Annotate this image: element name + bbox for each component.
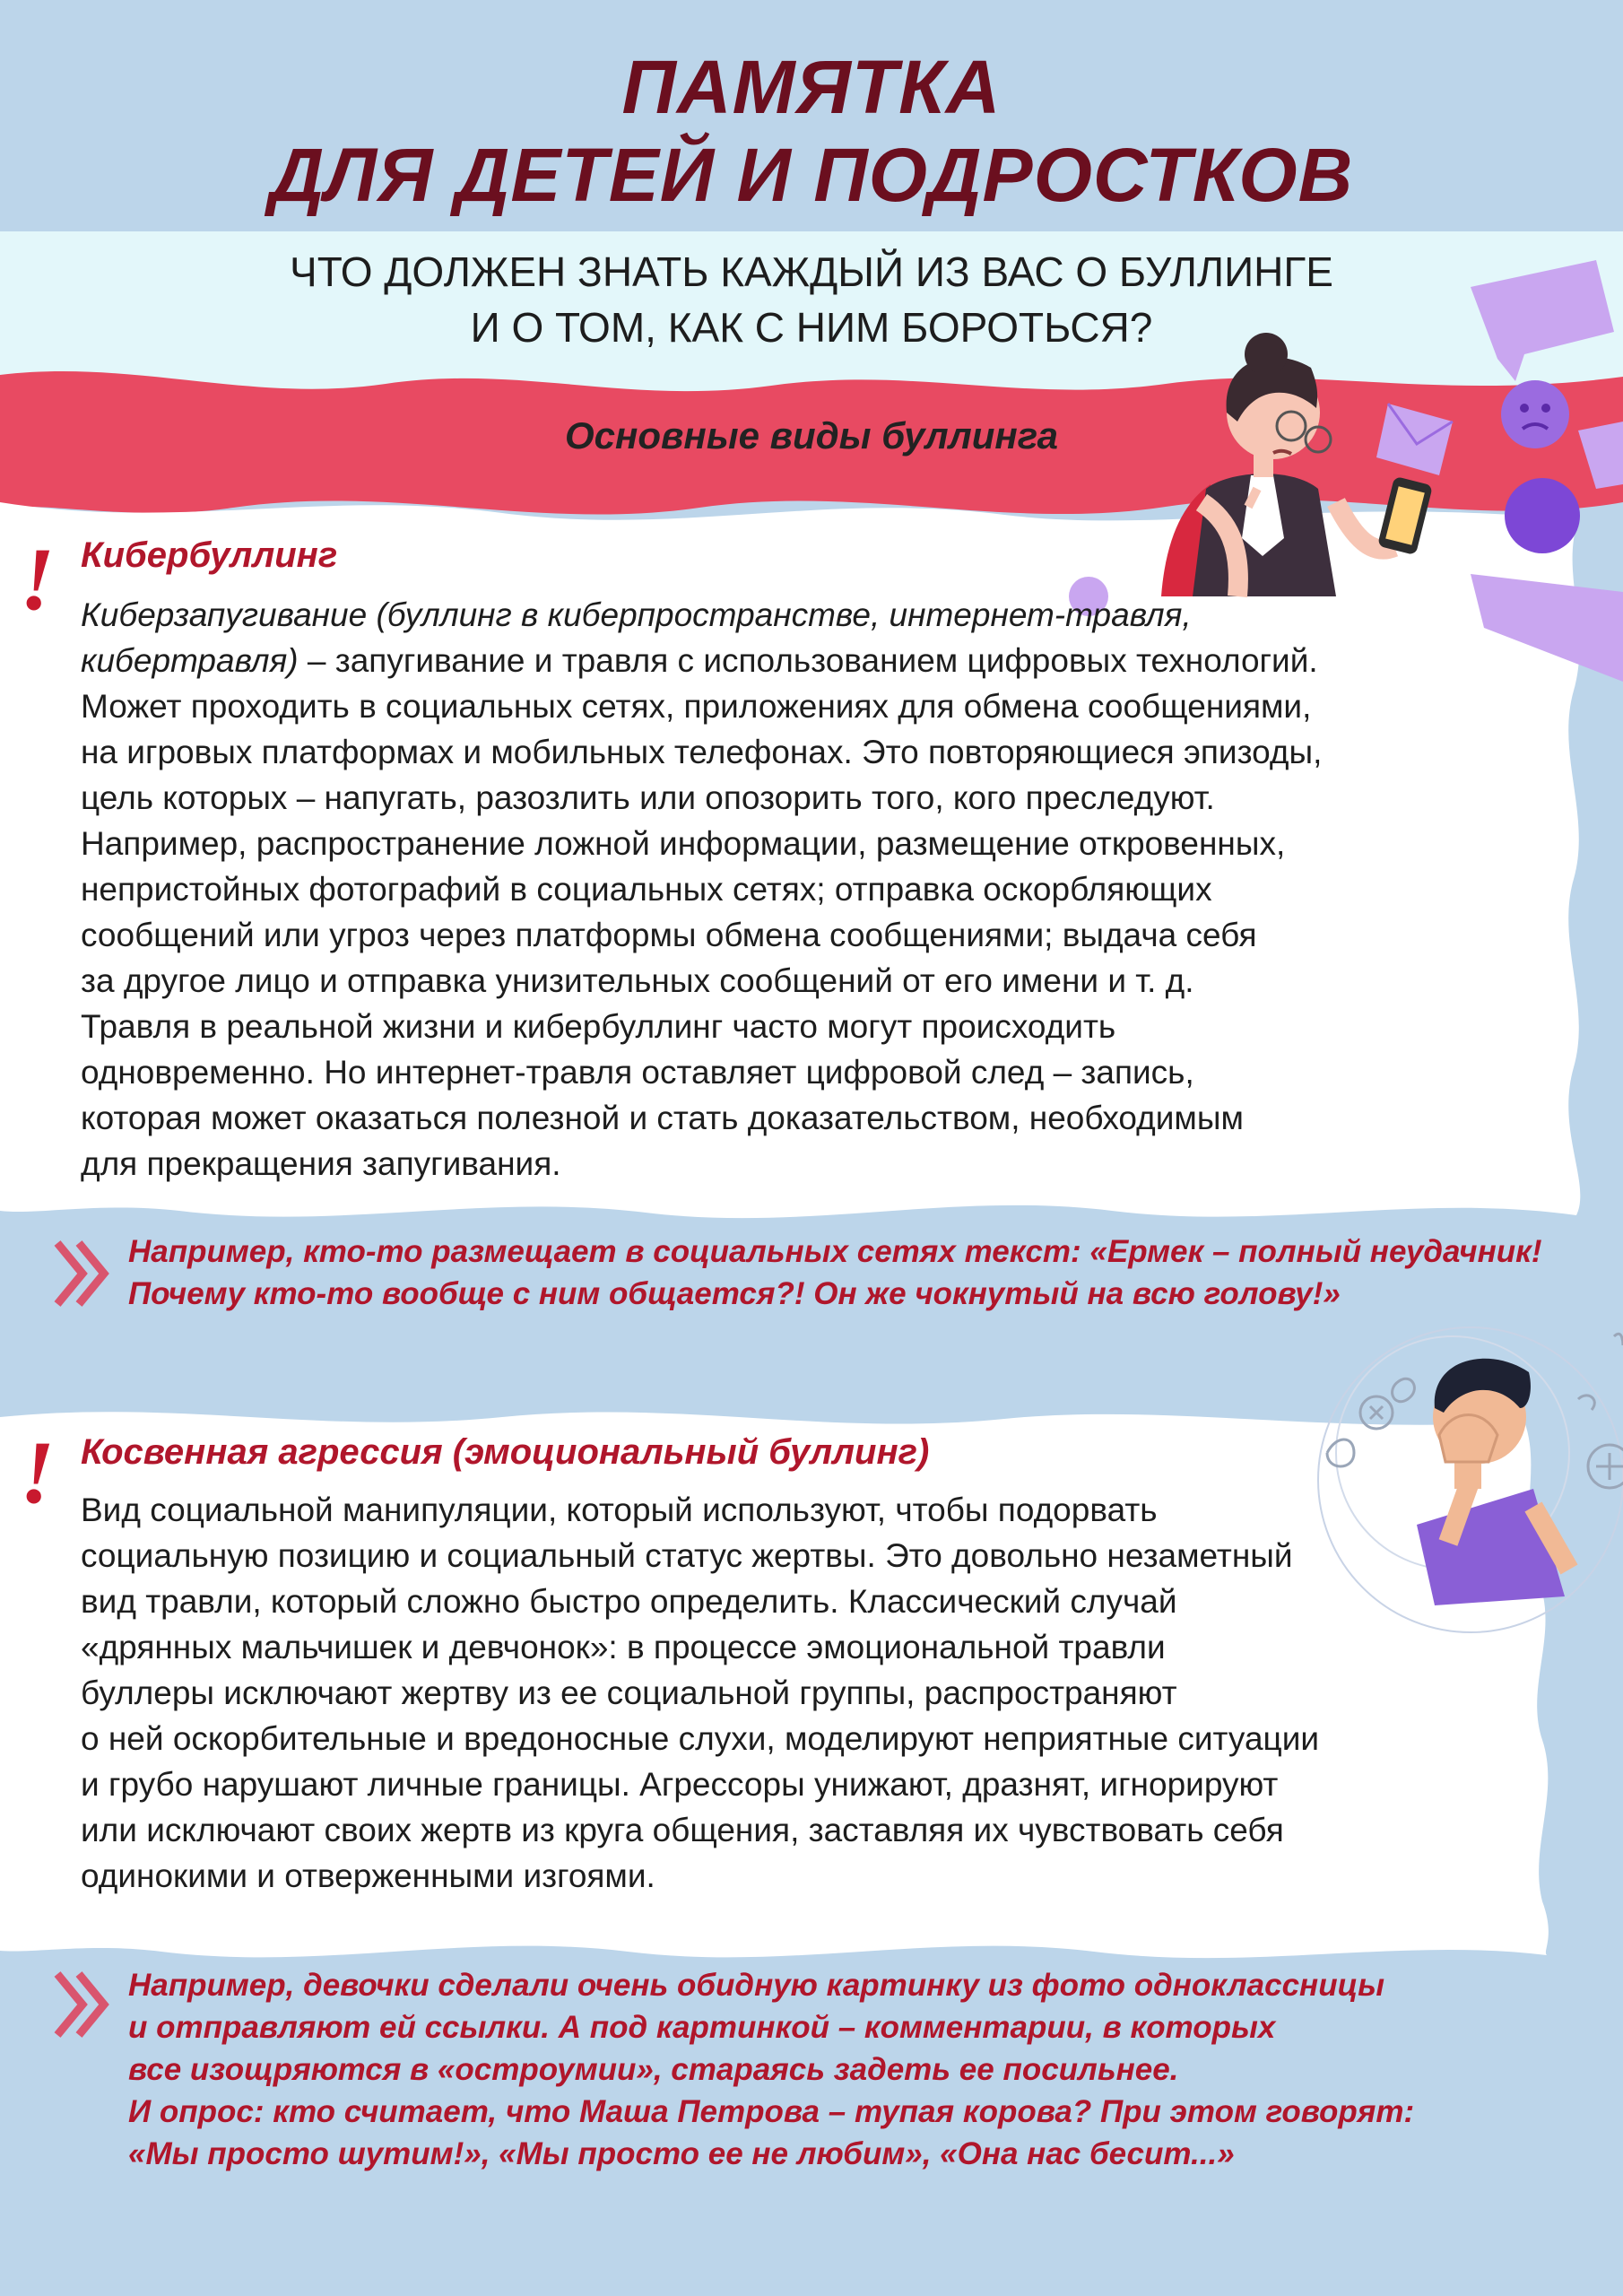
section-heading-indirect-aggression: Косвенная агрессия (эмоциональный буллинг) [81, 1432, 930, 1472]
body-line-text: сообщений или угроз через платформы обмена сообщениями; выдача себя [81, 917, 1257, 953]
example-cyberbullying [128, 1231, 1599, 1315]
body-line: или исключают своих жертв из круга общения, заставляя их чувствовать себя [81, 1812, 1284, 1848]
body-line-text: – запугивание и травля с использованием цифровых технологий. [298, 642, 1318, 679]
body-line [81, 1049, 1569, 1095]
body-line-text: которая может оказаться полезной и стать доказательством, необходимым [81, 1100, 1244, 1136]
example-line: Например, кто-то размещает в социальных сетях текст: «Ермек – полный неудачник! [128, 1234, 1542, 1269]
body-line [81, 683, 1569, 729]
body-line-text: одновременно. Но интернет-травля оставляет цифровой след – запись, [81, 1054, 1194, 1091]
body-line [81, 775, 1569, 821]
body-line-text: цель которых – напугать, разозлить или опозорить того, кого преследуют. [81, 779, 1215, 816]
body-line [81, 821, 1569, 866]
example-indirect-aggression [128, 1964, 1599, 2175]
page-title-line-2: ДЛЯ ДЕТЕЙ И ПОДРОСТКОВ [269, 133, 1354, 217]
body-line [81, 912, 1569, 958]
section-heading-cyberbullying: Кибербуллинг [81, 535, 338, 575]
body-line-text: Может проходить в социальных сетях, приложениях для обмена сообщениями, [81, 688, 1312, 725]
section-body-indirect-aggression [81, 1487, 1569, 1899]
body-line [81, 958, 1569, 1004]
body-line: «дрянных мальчишек и девчонок»: в процессе эмоциональной травли [81, 1629, 1166, 1665]
body-line [81, 1095, 1569, 1141]
double-chevron-icon [52, 1969, 115, 2040]
page-title [0, 43, 1623, 219]
body-line [81, 729, 1569, 775]
subtitle-line-1: ЧТО ДОЛЖЕН ЗНАТЬ КАЖДЫЙ ИЗ ВАС О БУЛЛИНГЕ [290, 248, 1333, 295]
body-line [81, 866, 1569, 912]
example-line: Почему кто-то вообще с ним общается?! Он же чокнутый на всю голову!» [128, 1276, 1341, 1311]
body-line-em: Киберзапугивание (буллинг в киберпространстве, интернет-травля, [81, 596, 1192, 633]
example-line: все изощряются в «остроумии», стараясь задеть ее посильнее. [128, 2052, 1179, 2087]
exclamation-icon: ! [20, 1422, 55, 1522]
body-line-text: за другое лицо и отправка унизительных сообщений от его имени и т. д. [81, 962, 1194, 999]
body-line-em: кибертравля) [81, 642, 299, 679]
exclamation-icon: ! [20, 529, 55, 629]
body-line-text: Например, распространение ложной информации, размещение откровенных, [81, 825, 1286, 862]
page-title-line-1: ПАМЯТКА [621, 45, 1002, 129]
body-line: вид травли, который сложно быстро определить. Классический случай [81, 1583, 1177, 1620]
body-line: одинокими и отверженными изгоями. [81, 1857, 655, 1894]
body-line: буллеры исключают жертву из ее социальной группы, распространяют [81, 1674, 1177, 1711]
body-line [81, 1004, 1569, 1049]
body-line: о ней оскорбительные и вредоносные слухи, моделируют неприятные ситуации [81, 1720, 1320, 1757]
subtitle [0, 244, 1623, 355]
example-line: Например, девочки сделали очень обидную картинку из фото одноклассницы [128, 1968, 1385, 2003]
example-line: «Мы просто шутим!», «Мы просто ее не любим», «Она нас бесит...» [128, 2136, 1235, 2171]
body-line-text: непристойных фотографий в социальных сетях; отправка оскорбляющих [81, 871, 1212, 908]
body-line: и грубо нарушают личные границы. Агрессоры унижают, дразнят, игнорируют [81, 1766, 1279, 1803]
body-line: Вид социальной манипуляции, который используют, чтобы подорвать [81, 1492, 1158, 1528]
body-line [81, 1141, 1569, 1187]
body-line [81, 638, 1569, 683]
ribbon-title: Основные виды буллинга [564, 414, 1059, 457]
double-chevron-icon [52, 1238, 115, 1309]
section-body-cyberbullying [81, 592, 1569, 1187]
body-line-text: для прекращения запугивания. [81, 1145, 561, 1182]
example-line: И опрос: кто считает, что Маша Петрова – тупая корова? При этом говорят: [128, 2094, 1415, 2129]
body-line-text: Травля в реальной жизни и кибербуллинг часто могут происходить [81, 1008, 1116, 1045]
example-line: и отправляют ей ссылки. А под картинкой – комментарии, в которых [128, 2010, 1276, 2045]
body-line-text: на игровых платформах и мобильных телефонах. Это повторяющиеся эпизоды, [81, 734, 1323, 770]
subtitle-line-2: И О ТОМ, КАК С НИМ БОРОТЬСЯ? [470, 304, 1153, 351]
body-line [81, 592, 1569, 638]
body-line: социальную позицию и социальный статус жертвы. Это довольно незаметный [81, 1537, 1293, 1574]
